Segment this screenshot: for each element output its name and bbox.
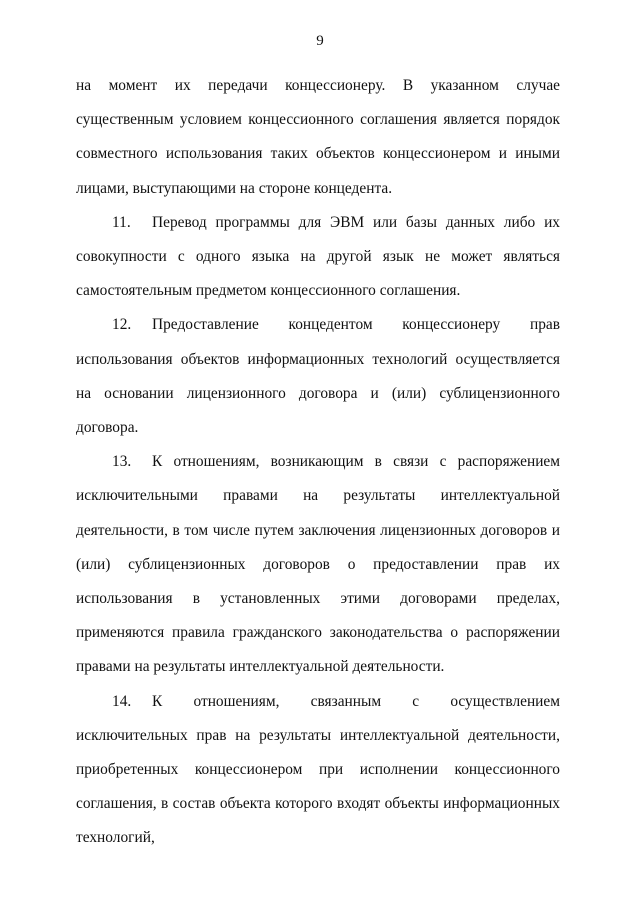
- paragraph-13: [76, 445, 560, 684]
- paragraph-number: 13.: [112, 453, 132, 471]
- paragraph-14: [76, 685, 560, 856]
- paragraph-text: К отношениям, возникающим в связи с распоряжением исключительными правами на результаты интеллектуальной деятельности, в том числе путем заключения лицензионных договоров и (или) сублицензионных договоров о предоставлении прав их использования в установленных этими договорами пределах, применяются правила гражданского законодательства о распоряжении правами на результаты интеллектуальной деятельности.: [76, 453, 560, 676]
- paragraph-text: К отношениям, связанным с осуществлением исключительных прав на результаты интеллектуальной деятельности, приобретенных концессионером при исполнении концессионного соглашения, в состав объекта которого входят объекты информационных технологий,: [76, 692, 560, 847]
- paragraph-text: Предоставление концедентом концессионеру прав использования объектов информационных технологий осуществляется на основании лицензионного договора и (или) сублицензионного договора.: [76, 316, 560, 437]
- paragraph-11: [76, 206, 560, 309]
- paragraph-number: 14.: [112, 692, 132, 710]
- page-number: 9: [316, 33, 324, 49]
- paragraph-text: на момент их передачи концессионеру. В указанном случае существенным условием концессионного соглашения является порядок совместного использования таких объектов концессионером и иными лицами, выступающими на стороне концедента.: [76, 77, 560, 197]
- paragraph-12: [76, 308, 560, 445]
- paragraph-text: Перевод программы для ЭВМ или базы данных либо их совокупности с одного языка на другой язык не может являться самостоятельным предметом концессионного соглашения.: [76, 213, 560, 300]
- document-body: [76, 69, 560, 856]
- paragraph-number: 11.: [112, 213, 131, 231]
- paragraph-number: 12.: [112, 316, 132, 334]
- paragraph-continuation: [76, 69, 560, 206]
